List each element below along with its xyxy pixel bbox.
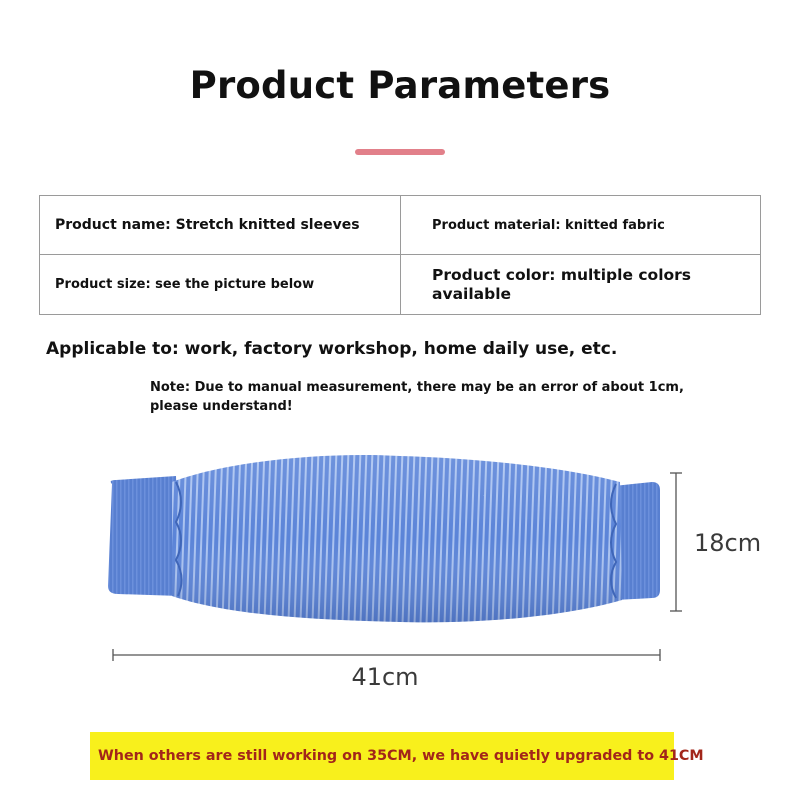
param-product-color: Product color: multiple colors available (432, 265, 692, 303)
sleeve-left-cuff (108, 476, 180, 596)
param-product-size: Product size: see the picture below (40, 255, 401, 314)
sleeve-product-image (0, 430, 800, 700)
upgrade-banner-text: When others are still working on 35CM, we have quietly upgraded to 41CM (98, 748, 704, 764)
title-underline (355, 149, 445, 155)
upgrade-banner (90, 732, 704, 780)
length-label: 41cm (351, 663, 419, 691)
param-product-name: Product name: Stretch knitted sleeves (40, 196, 401, 255)
height-label: 18cm (694, 529, 762, 557)
page-title: Product Parameters (189, 64, 611, 107)
parameters-table (39, 195, 761, 315)
measurement-note: Note: Due to manual measurement, there may be an error of about 1cm, please understand! (150, 380, 684, 414)
param-product-material: Product material: knitted fabric (401, 196, 760, 255)
sleeve-shading (172, 455, 622, 622)
applicable-text: Applicable to: work, factory workshop, home daily use, etc. (46, 339, 618, 359)
